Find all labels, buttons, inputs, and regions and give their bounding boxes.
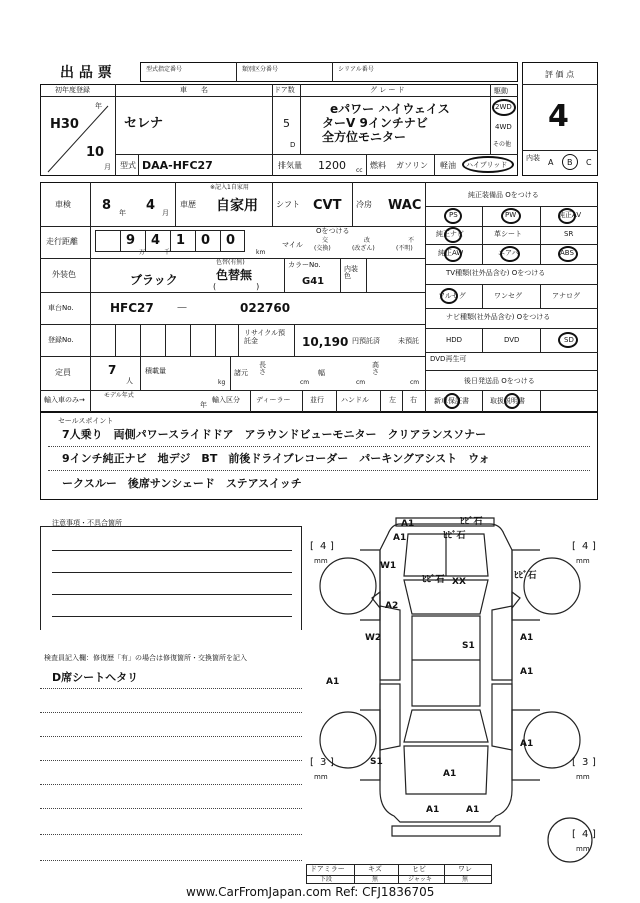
tread-front-left-close: ] [330,541,334,552]
interior-b-circle [562,154,578,170]
width-label: 幅 [318,369,325,377]
tv-title: TV種類(社外品含む) Oをつける [446,269,546,277]
tread-spare: 4 [582,829,589,840]
recycle-value: 10,190 [302,335,349,349]
mark-a2: A2 [385,601,399,611]
load-label: 積載量 [145,367,166,375]
equip-av-circle [558,208,576,224]
tread-spare-open: [ [572,829,576,840]
man-unit: 万 [139,249,146,256]
height-unit: cm [410,379,420,386]
mileage-digit-4: 1 [176,233,186,248]
fuel-hybrid: ハイブリッド [466,161,508,169]
equip-abs: ABS [560,249,574,257]
tread-front-left-unit: mm [314,557,328,565]
height-label: 高さ [372,361,379,376]
grade-line-3: 全方位モニター [322,130,407,144]
sales-line-3: ークスルー 後席サンシェード ステアスイッチ [62,477,302,490]
mileage-digit-5: 0 [201,233,211,248]
equip-airbag: エアバ [498,249,519,257]
mark-a1-bumper: A1 [393,533,407,543]
color-no-label: カラーNo. [288,261,321,269]
import-label: 輸入車のみ→ [44,396,85,404]
after-warranty-circle [444,393,460,409]
tread-rear-left-close: ] [330,757,334,768]
tv-oneseg: ワンセグ [494,292,522,300]
cc-unit: cc [356,167,363,174]
tread-rear-right: 3 [582,757,589,768]
interior-grade-a: A [548,158,554,167]
tread-front-left-open: [ [310,541,314,552]
import-cat-label: 輸入区分 [212,396,240,404]
mark-chip-hood: ﾋﾋﾞ石 [422,575,445,585]
recycle-unit: 円預託済 [352,337,380,345]
mileage-digit-6: 0 [226,233,236,248]
drive-other: その他 [493,141,512,148]
drive-2wd: 2WD [495,103,512,111]
shaken-year-unit: 年 [119,209,126,217]
doors-label: ドア数 [274,86,295,94]
mark-a1-right-rear: A1 [520,667,534,677]
legend-row-scratch: 無 [372,876,379,883]
equip-av: 純正AV [558,211,582,219]
load-unit: kg [218,379,226,386]
car-name-label: 車 名 [180,86,208,94]
mark-w1: W1 [380,561,397,571]
fuel-light-oil: 軽油 [440,161,456,170]
note-star: ※記入1自家用 [210,184,249,191]
color-change-value: 色替無 [216,268,253,282]
meter-exchange-mark: 交 [322,237,329,244]
mark-w2: W2 [365,633,382,643]
shaken-year: 8 [102,198,112,213]
shaken-month: 4 [146,198,156,213]
nav-sd: SD [564,336,574,344]
after-manual-circle [504,393,520,409]
mark-a1-right-front: A1 [520,633,534,643]
header-id-row [140,62,518,82]
mark-a1-front: A1 [401,519,415,529]
mark-chip-right: ﾋﾋﾞ石 [514,571,537,581]
sen-unit: 千 [164,249,171,256]
after-manual: 取扱説明書 [490,397,525,405]
shaken-label: 車検 [55,200,71,209]
ac-label: 冷房 [356,200,372,209]
tv-fullseg-circle [440,288,458,304]
nav-dvd: DVD [504,336,520,344]
handle-label: ハンドル [341,396,369,404]
mark-s1-rear: S1 [370,757,383,767]
category-label: 類別区分番号 [242,66,279,73]
mark-xx: XX [452,577,466,587]
legend-row-mirror: 下段 [320,876,333,883]
tread-front-right-unit: mm [576,557,590,565]
length-label: 長さ [259,361,266,376]
displacement-value: 1200 [318,159,346,172]
interior-label: 内装 [526,154,540,162]
legend-mirror: ドアミラー [310,865,345,873]
equip-ps: PS [449,211,458,219]
nav-sd-circle [558,332,578,348]
capacity-unit: 人 [126,377,133,385]
mark-a1-left-rear: A1 [326,677,340,687]
recycle-not: 未預託 [398,337,419,345]
color-label: 外装色 [52,270,76,279]
sales-points-label: セールスポイント [58,417,114,425]
width-unit: cm [356,379,366,386]
equip-airbag-circle [500,246,520,262]
model-year-unit: 年 [200,401,207,409]
meter-unknown-mark: 不 [408,237,415,244]
tv-analog: アナログ [552,292,580,300]
score-label: 評 価 点 [545,70,575,79]
after-title: 後日発送品 Oをつける [464,377,535,385]
km-unit: km [256,249,266,256]
hybrid-circle [462,156,514,173]
mark-s1-roof: S1 [462,641,475,651]
mark-a1-trunk: A1 [443,769,457,779]
sales-line-1: 7人乗り 両側パワースライドドア アラウンドビューモニター クリアランスソナー [62,428,487,441]
fuel-label: 燃料 [370,161,386,170]
car-damage-diagram [300,510,600,870]
doors-value: 5 [283,117,290,130]
equip-sr: SR [564,230,574,238]
tread-front-right-open: [ [572,541,576,552]
legend-break: ワレ [458,865,472,873]
mileage-digit-3: 4 [151,233,161,248]
int-color-label: 内装色 [344,265,358,280]
grade-line-2: ターV 9インチナビ [322,116,428,130]
chassis-label: 車台No. [48,304,74,312]
meter-circle-note: Oをつける [316,227,350,235]
equip-ps-circle [444,208,462,224]
model-cert-label: 型式指定番号 [146,66,183,73]
equip-navi-circle [444,227,462,243]
drive-2wd-circle [492,99,516,116]
nav-title: ナビ種類(社外品含む) Oをつける [446,313,551,321]
meter-label: マイル [282,241,303,249]
nav-hdd: HDD [446,336,463,344]
drive-label: 駆動 [494,87,508,95]
meter-tamper-mark: 改 [364,237,371,244]
mark-a1-right-wheel: A1 [520,739,534,749]
footer-watermark: www.CarFromJapan.com Ref: CFJ1836705 [186,885,435,899]
inspector-note: D席シートヘタリ [52,671,139,684]
color-value: ブラック [130,273,178,287]
score-value: 4 [548,99,569,134]
displacement-label: 排気量 [278,161,302,170]
mark-chip-bumper: ﾋﾋﾞ石 [443,531,466,541]
equip-aw: 純正AW [438,249,464,257]
capacity-value: 7 [108,363,117,377]
drive-4wd: 4WD [495,123,512,131]
tread-spare-unit: mm [576,845,590,853]
equip-abs-circle [558,246,578,262]
tread-rear-right-close: ] [592,757,596,768]
handle-right: 右 [410,396,417,404]
serial-label: シリアル番号 [338,66,374,73]
tv-fullseg: フルセグ [438,292,466,300]
equipment-title: 純正装備品 Oをつける [468,191,539,199]
first-reg-month: 10 [86,145,105,160]
tread-front-left: 4 [320,541,327,552]
tread-front-right: 4 [582,541,589,552]
notes-frame [40,526,302,630]
meter-tamper: (改ざん) [352,245,375,252]
tread-front-right-close: ] [592,541,596,552]
tread-rear-left: 3 [320,757,327,768]
first-reg-label: 初年度登録 [55,86,90,94]
notes-title: 注意事項・不具合箇所 [52,519,122,527]
tread-rear-right-open: [ [572,757,576,768]
recycle-label: リサイクル預託金 [244,329,286,345]
color-no-value: G41 [302,276,325,287]
dvd-playback: DVD再生可 [430,355,467,363]
usage-value: 自家用 [216,198,258,214]
shift-value: CVT [313,198,342,213]
grade-line-1: eパワー ハイウェイス [330,102,450,116]
car-name: セレナ [124,116,164,131]
meter-exchange: (交換) [314,245,331,252]
month-unit: 月 [104,163,111,171]
mark-chip-front: ﾋﾋﾞ石 [460,517,483,527]
tread-rear-right-unit: mm [576,773,590,781]
grade-label: グ レ ー ド [370,86,405,94]
chassis-number: 022760 [240,301,291,315]
legend-scratch: キズ [368,865,382,873]
shift-label: シフト [276,200,300,209]
interior-grade-b: B [567,158,573,167]
shaken-month-unit: 月 [162,209,169,217]
handle-left: 左 [389,396,396,404]
mileage-label: 走行距離 [46,237,78,246]
sales-line-2: 9インチ純正ナビ 地デジ BT 前後ドライブレコーダー パーキングアシスト ウォ [62,452,490,465]
fuel-gasoline: ガソリン [396,161,428,170]
chassis-prefix: HFC27 [110,301,154,315]
length-unit: cm [300,379,310,386]
equip-pw-circle [501,208,521,224]
equip-navi: 純正ナビ [436,230,464,238]
sheet-title: 出 品 票 [60,65,112,81]
mileage-digit-2: 9 [126,233,136,248]
capacity-label: 定員 [55,368,71,377]
legend-row-crack: ジャッキ [408,876,432,883]
after-warranty: 新車保証書 [434,397,469,405]
reg-no-label: 登録No. [48,336,74,344]
mark-a1-rear-bumper-2: A1 [466,805,480,815]
import-parallel: 並行 [310,396,324,404]
model-year-label: モデル年式 [104,392,134,399]
model-label: 型式 [120,161,136,170]
model-value: DAA-HFC27 [142,159,213,172]
first-reg-year: H30 [50,117,79,132]
mark-a1-rear-bumper-1: A1 [426,805,440,815]
chassis-dash: － [176,301,189,315]
inspector-label: 検査員記入欄：修復歴「有」の場合は修復箇所・交換箇所を記入 [44,654,247,662]
year-unit: 年 [95,102,102,110]
legend-row-break: 無 [462,876,469,883]
usage-label: 車歴 [180,200,196,209]
dims-label: 諸元 [234,369,248,377]
equip-pw: PW [505,211,517,219]
color-paren: ( ) [213,282,260,291]
tread-spare-close: ] [592,829,596,840]
tread-rear-left-unit: mm [314,773,328,781]
ac-value: WAC [388,198,422,213]
tread-rear-left-open: [ [310,757,314,768]
import-dealer: ディーラー [256,396,291,404]
equip-aw-circle [444,246,462,262]
meter-unknown: (不明) [396,245,413,252]
legend-crack: ヒビ [412,865,426,873]
interior-grade-c: C [586,158,592,167]
doors-suffix: D [290,141,296,149]
color-change-label: 色替(有無) [216,259,245,266]
equip-leather: 革シート [494,230,522,238]
